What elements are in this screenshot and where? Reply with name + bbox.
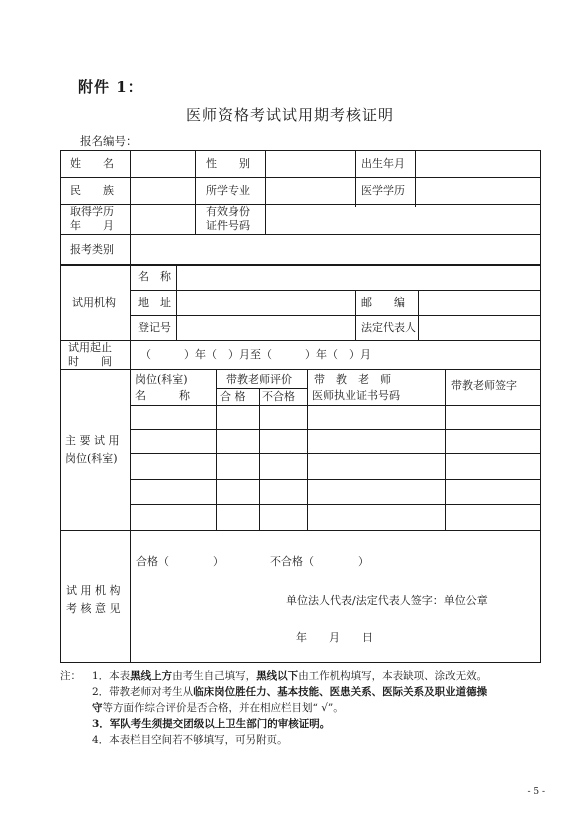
institution-section-label: 试用机构 [72,296,116,309]
table-column-rule [307,369,308,530]
ethnicity-label: 民 族 [70,184,114,197]
id-number-label: 有效身份 [206,205,250,218]
table-column-rule [445,369,446,530]
table-column-rule [176,264,177,340]
trial-period-label: 时 间 [68,355,112,368]
mentor-signature-header: 带教老师签字 [451,379,517,392]
name-label: 姓 名 [70,157,114,170]
note-1 [60,668,487,684]
table-column-rule [355,150,356,207]
note-text: 由工作机构填写，本表缺项、涂改无效。 [298,670,488,682]
table-column-rule [216,369,217,530]
table-rule [130,479,541,480]
table-column-rule [265,150,266,234]
table-rule [60,340,541,341]
registration-number-label: 报名编号： [80,134,138,148]
table-rule [60,177,541,178]
opinion-section-label: 试 用 机 构 [66,584,121,597]
table-border-left [60,150,61,662]
note-bold-text: 黑线以下 [256,670,299,682]
note-text: 1．本表 [92,670,131,682]
institution-name-label: 名 称 [138,270,171,283]
attachment-label: 附件 1： [78,78,144,96]
medical-degree-label: 医学学历 [361,184,405,197]
table-rule [216,388,307,389]
legal-representative-label: 法定代表人 [361,321,416,334]
postcode-label: 邮 编 [361,296,405,309]
note-bold-text: 3．军队考生须提交团级以上卫生部门的审核证明。 [92,718,331,730]
opinion-fail-option: 不合格（ ） [270,555,369,568]
page-number: - 5 - [527,787,545,797]
table-rule [130,504,541,505]
institution-address-label: 地 址 [138,296,171,309]
note-text: 2．带教老师对考生从 [92,686,194,698]
notes-prefix: 注： [60,670,81,682]
table-column-rule [130,150,131,662]
table-rule [130,405,541,406]
major-label: 所学专业 [206,184,250,197]
institution-registration-label: 登记号 [138,321,171,334]
positions-section-label: 主 要 试 用 [65,434,120,447]
table-rule [60,234,541,235]
table-column-rule [259,388,260,530]
post-name-header: 岗位(科室) [135,373,188,386]
table-rule [60,204,541,205]
education-date-label: 年 月 [70,219,114,232]
note-text: 由考生自己填写， [172,670,257,682]
table-rule [60,369,541,370]
representative-signature-line: 单位法人代表/法定代表人签字：单位公章 [286,594,488,607]
table-column-rule [418,290,419,340]
table-rule [130,290,541,291]
notes-section [60,668,487,748]
note-4 [60,732,487,748]
note-bold-text: 守 [92,702,103,714]
mentor-license-header: 带 教 老 师 [314,373,391,386]
table-column-rule [415,150,416,207]
table-rule [60,530,541,531]
note-3 [60,716,487,732]
table-rule [130,429,541,430]
note-2-continued [60,700,487,716]
mentor-license-header: 医师执业证书号码 [312,389,400,402]
page-title: 医师资格考试试用期考核证明 [185,106,394,124]
trial-period-label: 试用起止 [68,341,112,354]
birth-date-label: 出生年月 [361,157,405,170]
note-bold-text: 临床岗位胜任力、基本技能、医患关系、医际关系及职业道德操 [193,686,488,698]
trial-period-value: （ ）年（ ）月至（ ）年（ ）月 [140,348,371,361]
positions-section-label: 岗位(科室) [65,452,118,465]
applicant-divider-thick-line [60,264,541,266]
table-rule [130,453,541,454]
table-column-rule [355,290,356,340]
mentor-evaluation-header: 带教老师评价 [226,373,292,386]
table-rule [130,315,541,316]
table-border-top [60,150,541,151]
exam-category-label: 报考类别 [70,243,114,256]
gender-label: 性 别 [206,157,250,170]
note-text: 等方面作综合评价是否合格，并在相应栏目划“ √”。 [102,702,344,714]
opinion-date-line: 年 月 日 [296,631,373,644]
table-border-right [540,150,541,662]
education-date-label: 取得学历 [70,205,114,218]
table-border-bottom [60,662,541,663]
opinion-section-label: 考 核 意 见 [66,602,121,615]
table-column-rule [195,150,196,234]
id-number-label: 证件号码 [206,219,250,232]
note-text: 4．本表栏目空间若不够填写，可另附页。 [92,734,288,746]
note-2 [60,684,487,700]
opinion-pass-option: 合格（ ） [136,555,224,568]
note-bold-text: 黑线上方 [130,670,173,682]
post-name-header: 名 称 [135,389,190,402]
pass-column-header: 合 格 [220,390,246,403]
fail-column-header: 不合格 [262,390,295,403]
